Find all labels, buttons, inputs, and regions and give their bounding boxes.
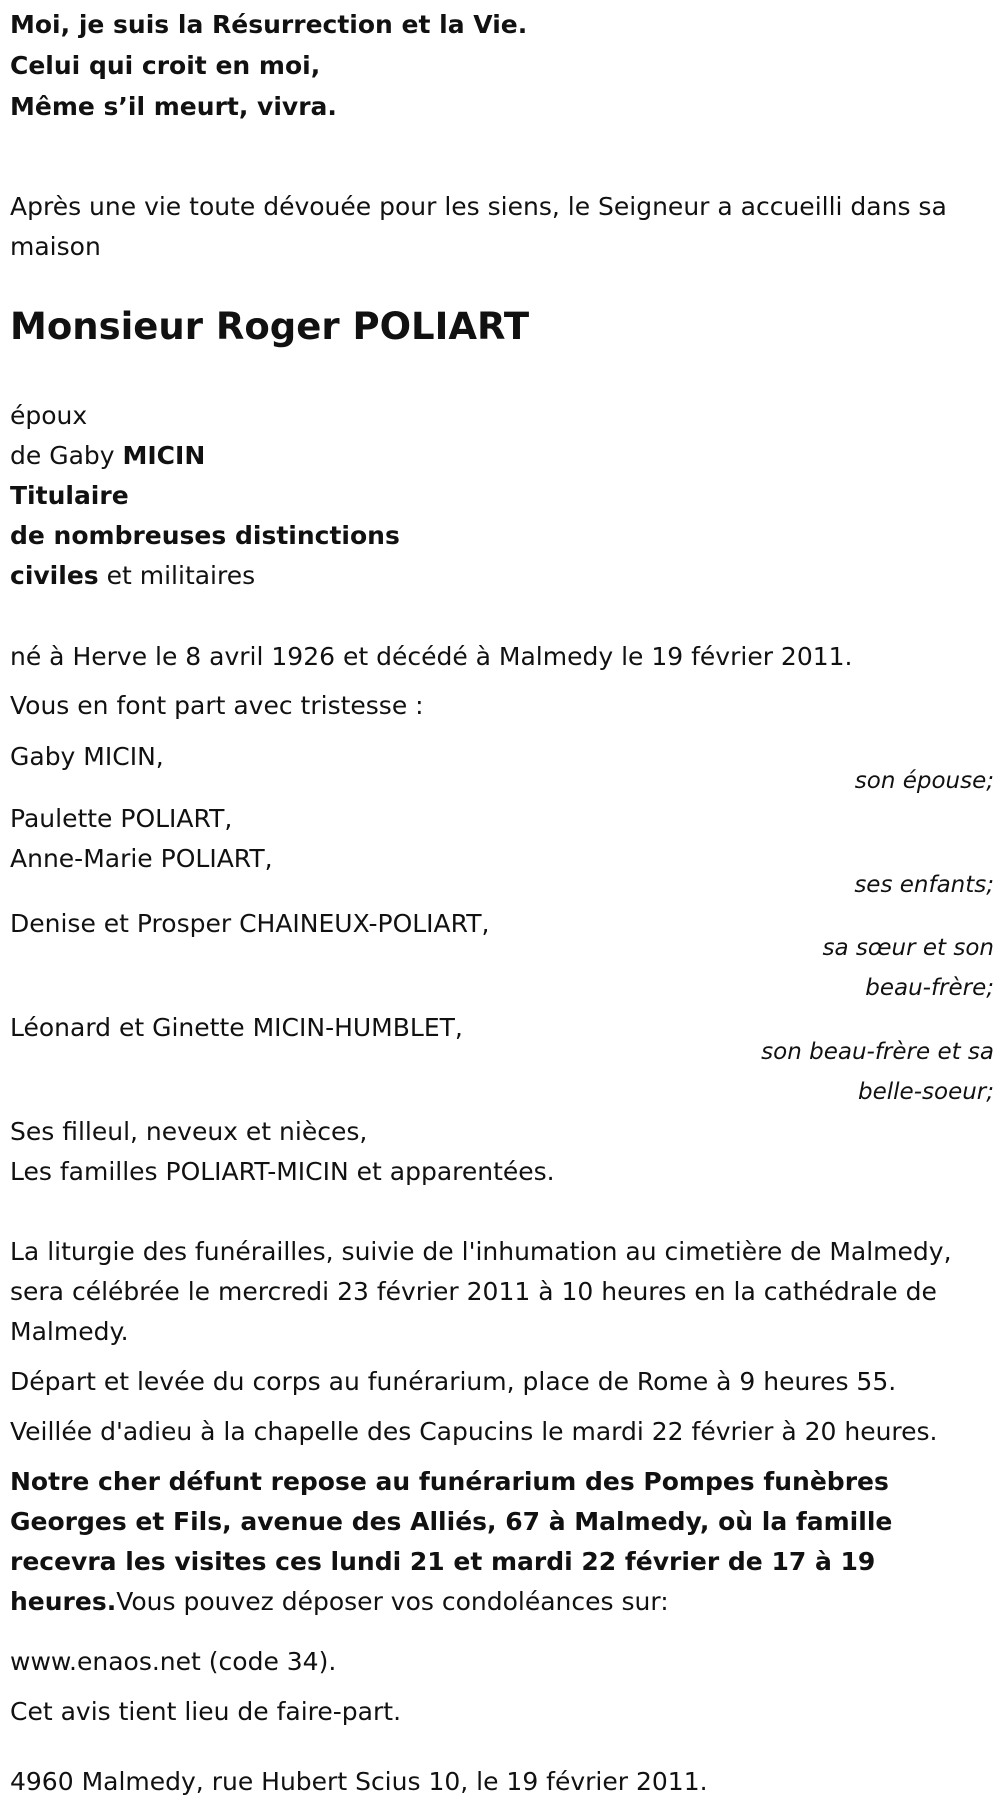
family-gaby: Gaby MICIN,: [10, 742, 164, 771]
bio-spouse-surname: MICIN: [122, 441, 206, 470]
verse-line-2: Celui qui croit en moi,: [10, 51, 321, 80]
bio-civiles: [10, 556, 255, 596]
birth-death-text: né à Herve le 8 avril 1926 et décédé à Malmedy le 19 février 2011.: [10, 642, 853, 671]
repose-paragraph: [10, 1462, 990, 1622]
deceased-name: Monsieur Roger POLIART: [10, 305, 530, 348]
bio-civiles-rest: et militaires: [98, 561, 256, 590]
address-text: 4960 Malmedy, rue Hubert Scius 10, le 19 février 2011.: [10, 1767, 708, 1796]
role-children: ses enfants;: [854, 872, 994, 898]
bio-distinctions: de nombreuses distinctions: [10, 521, 400, 550]
website-text: www.enaos.net (code 34).: [10, 1647, 337, 1676]
role-sister-line-1: sa sœur et son: [822, 935, 994, 961]
family-familles: Les familles POLIART-MICIN et apparentées.: [10, 1157, 555, 1186]
repose-rest-text: Vous pouvez déposer vos condoléances sur:: [116, 1587, 669, 1616]
family-paulette: Paulette POLIART,: [10, 804, 233, 833]
role-spouse: son épouse;: [854, 768, 994, 794]
role-inlaw-line-2: belle-soeur;: [858, 1079, 994, 1105]
family-denise: Denise et Prosper CHAINEUX-POLIART,: [10, 909, 490, 938]
intro-text: Après une vie toute dévouée pour les siens, le Seigneur a accueilli dans sa maison: [10, 192, 947, 261]
bio-spouse: [10, 436, 205, 476]
family-leonard: Léonard et Ginette MICIN-HUMBLET,: [10, 1013, 463, 1042]
repose-bold-text: Notre cher défunt repose au funérarium des Pompes funèbres Georges et Fils, avenue des Alliés, 67 à Malmedy, où la famille recevra les visites ces lundi 21 et mardi 22 février de 17 à 19 heures.: [10, 1467, 893, 1616]
family-filleul: Ses filleul, neveux et nièces,: [10, 1117, 368, 1146]
bio-civiles-bold: civiles: [10, 561, 99, 590]
role-sister-line-2: beau-frère;: [865, 975, 994, 1001]
faire-part-text: Cet avis tient lieu de faire-part.: [10, 1697, 402, 1726]
bio-spouse-prefix: de Gaby: [10, 441, 123, 470]
veillee-text: Veillée d'adieu à la chapelle des Capucins le mardi 22 février à 20 heures.: [10, 1417, 938, 1446]
depart-text: Départ et levée du corps au funérarium, place de Rome à 9 heures 55.: [10, 1367, 897, 1396]
announce-text: Vous en font part avec tristesse :: [10, 691, 424, 720]
verse-line-1: Moi, je suis la Résurrection et la Vie.: [10, 10, 528, 39]
bio-titulaire: Titulaire: [10, 481, 129, 510]
role-inlaw-line-1: son beau-frère et sa: [761, 1039, 994, 1065]
verse-line-3: Même s’il meurt, vivra.: [10, 92, 337, 121]
liturgy-text: La liturgie des funérailles, suivie de l'inhumation au cimetière de Malmedy, sera célébrée le mercredi 23 février 2011 à 10 heures en la cathédrale de Malmedy.: [10, 1237, 952, 1346]
bio-epoux: époux: [10, 401, 88, 430]
family-anne-marie: Anne-Marie POLIART,: [10, 844, 273, 873]
